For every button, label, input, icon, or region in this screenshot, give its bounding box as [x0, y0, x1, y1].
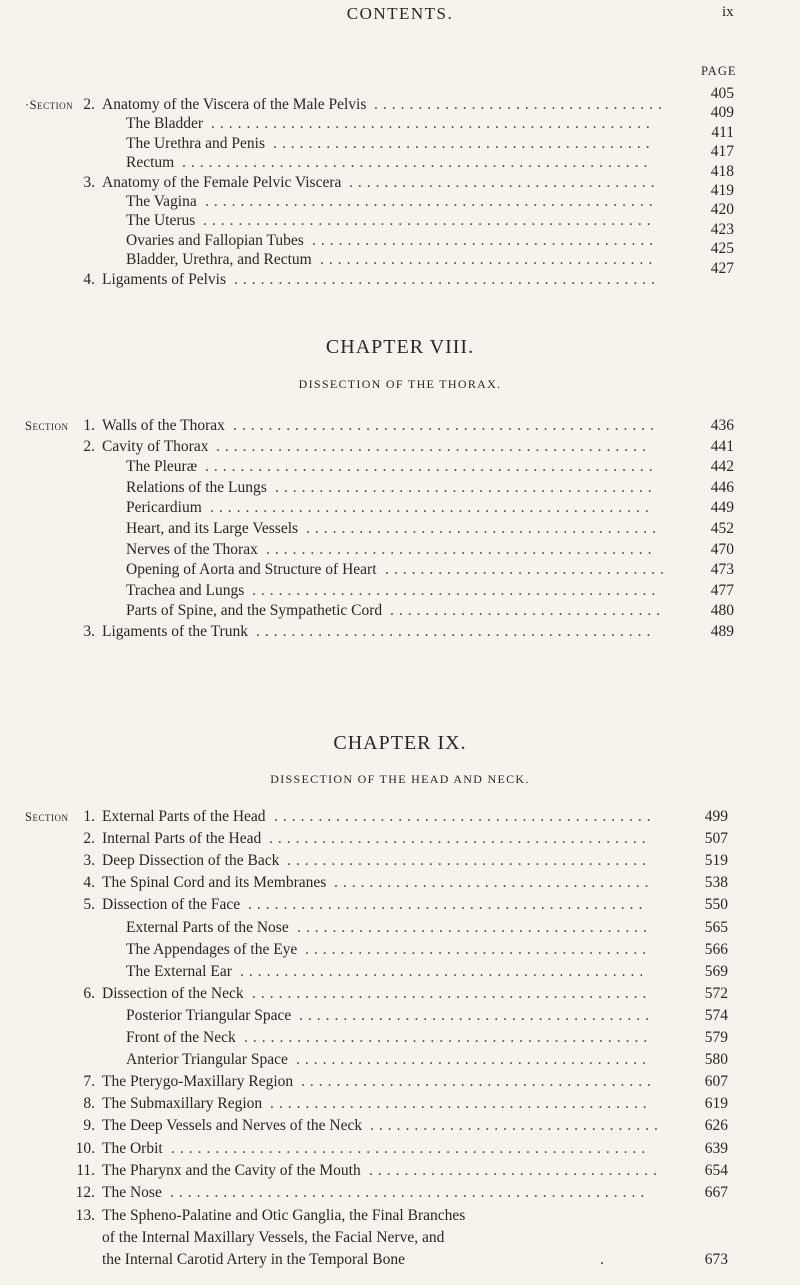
- page-number: 639: [704, 1139, 728, 1157]
- leader-dots: .................................................: [216, 437, 651, 455]
- page-number: 417: [710, 143, 734, 161]
- leader-dots: .......................................: [305, 940, 652, 958]
- page-number: 442: [710, 458, 734, 476]
- entry-title: The Appendages of the Eye: [126, 940, 298, 958]
- page-number: 626: [704, 1117, 728, 1135]
- entry-title: The Orbit: [102, 1139, 163, 1157]
- toc-entry: [0, 1182, 800, 1204]
- toc-entry: [0, 806, 800, 828]
- entry-number: 1.: [83, 808, 95, 825]
- page-number: 538: [704, 874, 728, 892]
- entry-number: 12.: [75, 1183, 95, 1201]
- chapter-heading: CHAPTER IX.: [333, 732, 467, 754]
- page-number: 673: [704, 1251, 728, 1268]
- entry-title: Rectum: [126, 154, 175, 172]
- page-number: 572: [704, 984, 728, 1002]
- page-number: 473: [710, 561, 734, 579]
- leader-dots: .............................................: [256, 623, 656, 640]
- leader-dots: ...................................................: [203, 212, 656, 230]
- entry-title: Pericardium: [126, 499, 202, 517]
- toc-entry: [0, 497, 800, 519]
- entry-number: 7.: [83, 1073, 95, 1091]
- page-number: 499: [704, 808, 728, 825]
- toc-entry: [0, 580, 800, 602]
- toc-entry: [0, 1205, 800, 1227]
- entry-title: The Spinal Cord and its Membranes: [102, 874, 327, 892]
- entry-title: The Submaxillary Region: [102, 1095, 263, 1113]
- entry-number: 3.: [83, 173, 95, 191]
- entry-title: the Internal Carotid Artery in the Temporal Bone: [102, 1251, 405, 1268]
- entry-title: The Pharynx and the Cavity of the Mouth: [102, 1161, 361, 1179]
- page-number: 420: [710, 201, 734, 219]
- entry-number: 11.: [76, 1161, 95, 1179]
- leader-dots: ..............................................: [240, 962, 649, 980]
- entry-number: 2.: [83, 830, 95, 848]
- leader-dots: ......................................: [320, 251, 658, 269]
- entry-title: The Bladder: [126, 115, 204, 133]
- leader-dots: ..................................................: [211, 115, 655, 133]
- page-number: 436: [710, 417, 734, 434]
- entry-number: 8.: [83, 1095, 95, 1113]
- entry-title: The Pleuræ: [126, 458, 198, 476]
- entry-title: Dissection of the Face: [102, 896, 241, 914]
- leader-dots: ....................................: [334, 874, 654, 892]
- toc-entry: [0, 477, 800, 499]
- entry-number: 1.: [83, 417, 95, 434]
- leader-dots: ...........................................: [273, 134, 655, 152]
- entry-title: Opening of Aorta and Structure of Heart: [126, 561, 377, 579]
- page-number: 507: [704, 830, 728, 848]
- page-number: 470: [710, 540, 734, 558]
- page-number: 419: [710, 182, 734, 199]
- leader-dots: .......................................: [312, 231, 659, 249]
- page-number: 619: [704, 1095, 728, 1113]
- entry-title: Anterior Triangular Space: [126, 1051, 288, 1069]
- entry-title: Posterior Triangular Space: [126, 1006, 292, 1024]
- entry-title: The Uterus: [126, 212, 196, 230]
- leader-dots: ...........................................: [275, 478, 657, 496]
- toc-entry: [0, 1138, 800, 1160]
- page-number: 565: [704, 918, 728, 936]
- toc-entry: [0, 436, 800, 458]
- entry-number: 4.: [83, 270, 95, 288]
- page-number: 654: [704, 1161, 728, 1179]
- page-number: 566: [704, 940, 728, 958]
- page-number: 579: [704, 1029, 728, 1046]
- entry-title: Heart, and its Large Vessels: [126, 520, 299, 537]
- page-number: 580: [704, 1051, 728, 1069]
- toc-entry: [0, 1005, 800, 1027]
- leader-dots: ................................: [385, 561, 669, 579]
- leader-dots: .....................................................: [182, 154, 653, 172]
- page-number: 405: [710, 85, 734, 102]
- entry-title: The Pterygo-Maxillary Region: [102, 1073, 294, 1091]
- entry-title: Trachea and Lungs: [126, 581, 245, 599]
- toc-entry: [0, 872, 800, 894]
- toc-entry: [0, 600, 800, 622]
- entry-title: Anatomy of the Viscera of the Male Pelvis: [102, 96, 367, 113]
- leader-dots: ...........................................: [269, 830, 651, 848]
- leader-dots: .........................................: [287, 852, 651, 870]
- chapter-heading: CHAPTER VIII.: [325, 336, 475, 358]
- chapter-subheading: DISSECTION OF THE HEAD AND NECK.: [270, 772, 530, 786]
- page-number: 409: [710, 104, 734, 122]
- toc-entry: [0, 1115, 800, 1137]
- leader-dots: ............................................: [266, 540, 657, 558]
- leader-dots: ........................................: [306, 520, 661, 537]
- page-number: 425: [710, 240, 734, 258]
- page-number: 423: [710, 220, 734, 238]
- leader-dots: .................................: [369, 1161, 662, 1179]
- toc-entry: [0, 850, 800, 872]
- toc-entry: [0, 894, 800, 916]
- toc-entry: [0, 961, 800, 983]
- page-number: 569: [704, 962, 728, 980]
- page-number: 667: [704, 1183, 728, 1201]
- page-number: 480: [710, 602, 734, 620]
- leader-dots: ...................................................: [205, 193, 658, 210]
- page-number: 477: [710, 581, 734, 599]
- entry-number: 4.: [83, 874, 95, 892]
- page-number: 452: [710, 520, 734, 537]
- leader-dots: ...........................................: [270, 1095, 652, 1113]
- toc-entry: [0, 1093, 800, 1115]
- entry-number: 6.: [83, 984, 95, 1002]
- entry-title: Internal Parts of the Head: [102, 830, 262, 848]
- toc-entry: [0, 539, 800, 561]
- toc-entry: [0, 1160, 800, 1182]
- entry-title: Anatomy of the Female Pelvic Viscera: [102, 173, 342, 191]
- entry-title: The Vagina: [126, 193, 197, 210]
- leader-dots: ................................................: [233, 417, 659, 434]
- section-label: ·Section: [25, 98, 74, 112]
- entry-title: The Spheno-Palatine and Otic Ganglia, the Final Branches: [102, 1207, 466, 1224]
- entry-title: Front of the Neck: [126, 1029, 236, 1046]
- entry-title: The External Ear: [126, 962, 232, 980]
- running-title: CONTENTS.: [346, 4, 454, 23]
- leader-dots: ...........................................: [274, 808, 656, 825]
- leader-dots: ..............................................: [244, 1029, 653, 1046]
- section-label: Section: [25, 810, 69, 824]
- page-number: 550: [704, 896, 728, 914]
- toc-entry: [0, 415, 800, 437]
- leader-dots: ........................................: [297, 918, 652, 936]
- chapter-subheading: DISSECTION OF THE THORAX.: [298, 377, 502, 391]
- leader-dots: ........................................: [301, 1073, 656, 1091]
- toc-entry: [0, 518, 800, 540]
- toc-entry: [0, 621, 800, 643]
- page-number: 607: [704, 1073, 728, 1091]
- page-number: 411: [711, 123, 734, 141]
- toc-entry: [0, 1049, 800, 1071]
- leader-dots: ......................................................: [170, 1183, 650, 1201]
- toc-entry: [0, 559, 800, 581]
- folio-number: ix: [722, 4, 734, 20]
- entry-title: Relations of the Lungs: [126, 478, 267, 496]
- entry-number: 13.: [75, 1207, 95, 1224]
- page-column-label: PAGE: [701, 64, 737, 78]
- entry-title: External Parts of the Head: [102, 808, 266, 825]
- page-number: 418: [710, 162, 734, 180]
- leader-dots: ................................................: [234, 270, 660, 288]
- entry-title: Parts of Spine, and the Sympathetic Cord: [126, 602, 383, 620]
- leader-dots: ........................................: [299, 1006, 654, 1024]
- leader-dots: ..................................................: [210, 499, 654, 517]
- entry-title: External Parts of the Nose: [126, 918, 289, 936]
- toc-entry: [0, 828, 800, 850]
- page-number: 489: [710, 623, 734, 640]
- entry-title: The Urethra and Penis: [126, 134, 266, 152]
- leader-dots: .................................: [374, 96, 667, 113]
- leader-dots: .................................: [370, 1117, 663, 1135]
- entry-number: 9.: [83, 1117, 95, 1135]
- entry-number: 3.: [83, 852, 95, 870]
- toc-entry: [0, 1071, 800, 1093]
- page-number: 574: [704, 1006, 728, 1024]
- entry-number: 2.: [83, 96, 95, 113]
- leader-dots: .............................................: [248, 896, 648, 914]
- entry-title: Nerves of the Thorax: [126, 540, 258, 558]
- entry-title: Bladder, Urethra, and Rectum: [126, 251, 312, 269]
- toc-entry: [0, 1027, 800, 1049]
- leader-dots: ........................................: [296, 1051, 651, 1069]
- entry-title: The Deep Vessels and Nerves of the Neck: [102, 1117, 363, 1135]
- entry-number: 3.: [83, 623, 95, 640]
- entry-title: Ovaries and Fallopian Tubes: [126, 231, 304, 249]
- section-label: Section: [25, 419, 69, 433]
- entry-title: Ligaments of the Trunk: [102, 623, 248, 640]
- page-number: 446: [710, 478, 734, 496]
- entry-title: Ligaments of Pelvis: [102, 270, 226, 288]
- entry-title: Cavity of Thorax: [102, 437, 209, 455]
- toc-entry-continuation: [0, 1249, 800, 1271]
- toc-entry: [0, 456, 800, 478]
- entry-number: 10.: [75, 1139, 95, 1157]
- leader-dots: ...............................: [390, 602, 666, 620]
- toc-entry: [0, 917, 800, 939]
- entry-title: of the Internal Maxillary Vessels, the Facial Nerve, and: [102, 1229, 445, 1246]
- page-number: 519: [704, 852, 728, 870]
- leader-dots: ...................................: [349, 173, 660, 191]
- toc-entry: [0, 939, 800, 961]
- leader-dots: ..............................................: [252, 581, 661, 599]
- entry-title: The Nose: [102, 1183, 162, 1201]
- entry-title: Dissection of the Neck: [102, 984, 244, 1002]
- leader-dots: ......................................................: [171, 1139, 651, 1157]
- leader-dots: .: [600, 1251, 609, 1268]
- entry-number: 5.: [83, 896, 95, 914]
- entry-number: 2.: [83, 437, 95, 455]
- toc-entry-continuation: [0, 1227, 800, 1249]
- page-number: 441: [710, 437, 734, 455]
- toc-entry: [0, 983, 800, 1005]
- entry-title: Walls of the Thorax: [102, 417, 225, 434]
- page-number: 449: [710, 499, 734, 517]
- entry-title: Deep Dissection of the Back: [102, 852, 280, 870]
- leader-dots: ...................................................: [205, 458, 658, 476]
- page-number: 427: [710, 259, 734, 277]
- leader-dots: .............................................: [252, 984, 652, 1002]
